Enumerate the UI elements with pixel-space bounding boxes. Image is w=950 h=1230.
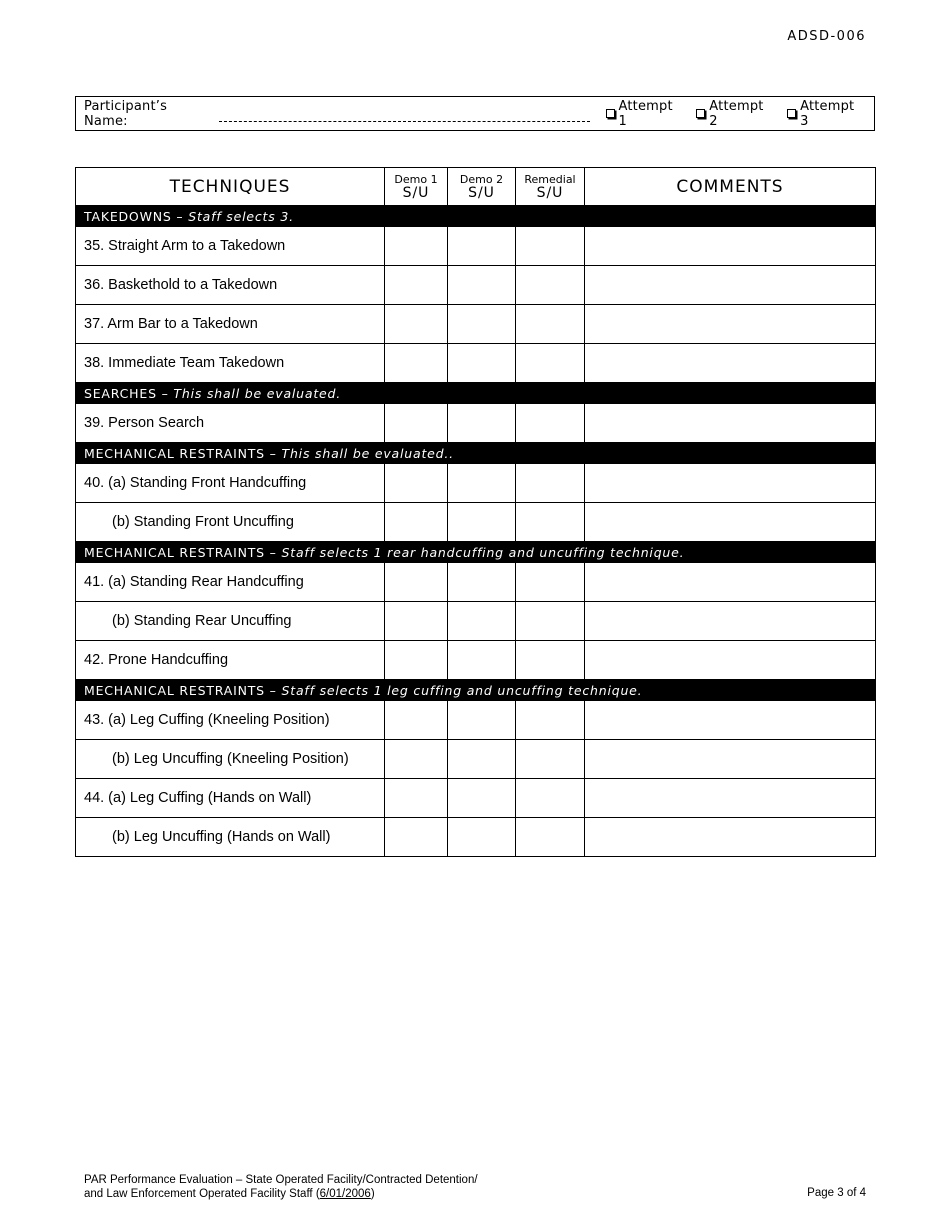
remedial-cell[interactable]: [516, 344, 585, 383]
comments-cell[interactable]: [585, 701, 876, 740]
demo1-cell[interactable]: [385, 641, 448, 680]
footer-date: 6/01/2006: [319, 1188, 371, 1200]
table-row: [76, 818, 876, 857]
participant-name-label: Participant’s Name:: [84, 98, 168, 129]
table-row: [76, 779, 876, 818]
checkbox-icon[interactable]: [696, 109, 705, 118]
comments-cell[interactable]: [585, 266, 876, 305]
technique-label: 43. (a) Leg Cuffing (Kneeling Position): [76, 701, 385, 740]
demo2-cell[interactable]: [448, 227, 516, 266]
section-title: TAKEDOWNS –: [84, 208, 184, 224]
section-header: [76, 680, 876, 701]
section-title: MECHANICAL RESTRAINTS –: [84, 682, 277, 698]
table-row: [76, 344, 876, 383]
comments-cell[interactable]: [585, 779, 876, 818]
comments-cell[interactable]: [585, 602, 876, 641]
demo1-cell[interactable]: [385, 227, 448, 266]
comments-cell[interactable]: [585, 227, 876, 266]
footer-line-2: and Law Enforcement Operated Facility Staff (6/01/2006): [84, 1188, 375, 1200]
technique-label: 40. (a) Standing Front Handcuffing: [76, 464, 385, 503]
comments-cell[interactable]: [585, 563, 876, 602]
demo2-cell[interactable]: [448, 779, 516, 818]
table-row: [76, 227, 876, 266]
checkbox-icon[interactable]: [787, 109, 796, 118]
demo2-cell[interactable]: [448, 266, 516, 305]
table-row: [76, 602, 876, 641]
section-title: MECHANICAL RESTRAINTS –: [84, 445, 277, 461]
attempt-3-label: Attempt 3: [800, 98, 855, 129]
demo2-cell[interactable]: [448, 701, 516, 740]
attempt-checkboxes: [606, 99, 866, 129]
technique-label: 37. Arm Bar to a Takedown: [76, 305, 385, 344]
technique-label: 35. Straight Arm to a Takedown: [76, 227, 385, 266]
table-row: [76, 305, 876, 344]
checkbox-icon[interactable]: [606, 109, 615, 118]
technique-label: (b) Standing Front Uncuffing: [76, 503, 385, 542]
remedial-header: Remedial S/U: [516, 168, 585, 206]
comments-cell[interactable]: [585, 503, 876, 542]
section-note: Staff selects 3.: [188, 208, 294, 224]
demo2-cell[interactable]: [448, 641, 516, 680]
techniques-header: TECHNIQUES: [76, 168, 385, 206]
comments-cell[interactable]: [585, 464, 876, 503]
technique-label: (b) Standing Rear Uncuffing: [76, 602, 385, 641]
comments-cell[interactable]: [585, 344, 876, 383]
comments-cell[interactable]: [585, 404, 876, 443]
demo1-cell[interactable]: [385, 602, 448, 641]
demo1-cell[interactable]: [385, 305, 448, 344]
section-header: [76, 383, 876, 404]
section-title: SEARCHES –: [84, 385, 169, 401]
technique-label: 42. Prone Handcuffing: [76, 641, 385, 680]
demo1-cell[interactable]: [385, 818, 448, 857]
comments-cell[interactable]: [585, 641, 876, 680]
table-row: [76, 404, 876, 443]
remedial-cell[interactable]: [516, 740, 585, 779]
table-row: [76, 641, 876, 680]
table-row: [76, 701, 876, 740]
technique-label: 41. (a) Standing Rear Handcuffing: [76, 563, 385, 602]
technique-label: 44. (a) Leg Cuffing (Hands on Wall): [76, 779, 385, 818]
demo2-cell[interactable]: [448, 818, 516, 857]
demo1-header: Demo 1 S/U: [385, 168, 448, 206]
demo2-cell[interactable]: [448, 404, 516, 443]
form-code: ADSD-006: [787, 29, 866, 44]
attempt-2-label: Attempt 2: [709, 98, 764, 129]
table-row: [76, 266, 876, 305]
techniques-table: [75, 167, 876, 857]
section-note: Staff selects 1 rear handcuffing and uncuffing technique.: [281, 544, 685, 560]
section-header: [76, 443, 876, 464]
participant-name-field[interactable]: [84, 99, 590, 129]
table-header-row: [76, 168, 876, 206]
technique-label: (b) Leg Uncuffing (Kneeling Position): [76, 740, 385, 779]
remedial-cell[interactable]: [516, 227, 585, 266]
table-row: [76, 740, 876, 779]
comments-header: COMMENTS: [585, 168, 876, 206]
section-header-row: [76, 443, 876, 464]
technique-label: 38. Immediate Team Takedown: [76, 344, 385, 383]
demo2-cell[interactable]: [448, 740, 516, 779]
footer-line-1: PAR Performance Evaluation – State Operated Facility/Contracted Detention/: [84, 1174, 478, 1186]
demo2-header: Demo 2 S/U: [448, 168, 516, 206]
demo1-cell[interactable]: [385, 464, 448, 503]
demo2-cell[interactable]: [448, 344, 516, 383]
section-header: [76, 542, 876, 563]
remedial-cell[interactable]: [516, 305, 585, 344]
demo1-cell[interactable]: [385, 503, 448, 542]
section-note: This shall be evaluated..: [281, 445, 454, 461]
demo2-cell[interactable]: [448, 464, 516, 503]
demo2-cell[interactable]: [448, 503, 516, 542]
remedial-cell[interactable]: [516, 404, 585, 443]
section-header-row: [76, 206, 876, 227]
section-title: MECHANICAL RESTRAINTS –: [84, 544, 277, 560]
remedial-cell[interactable]: [516, 563, 585, 602]
comments-cell[interactable]: [585, 740, 876, 779]
page-number: Page 3 of 4: [807, 1187, 866, 1199]
table-row: [76, 464, 876, 503]
demo1-cell[interactable]: [385, 740, 448, 779]
demo1-cell[interactable]: [385, 563, 448, 602]
section-note: This shall be evaluated.: [173, 385, 342, 401]
remedial-cell[interactable]: [516, 701, 585, 740]
comments-cell[interactable]: [585, 305, 876, 344]
table-row: [76, 563, 876, 602]
attempt-3-option[interactable]: [787, 99, 866, 129]
remedial-cell[interactable]: [516, 602, 585, 641]
demo1-cell[interactable]: [385, 266, 448, 305]
remedial-cell[interactable]: [516, 818, 585, 857]
remedial-cell[interactable]: [516, 266, 585, 305]
section-note: Staff selects 1 leg cuffing and uncuffing technique.: [281, 682, 643, 698]
footer-title: [84, 1173, 478, 1201]
participant-name-box: [75, 96, 875, 131]
remedial-cell[interactable]: [516, 779, 585, 818]
section-header-row: [76, 383, 876, 404]
section-header-row: [76, 542, 876, 563]
technique-label: 36. Baskethold to a Takedown: [76, 266, 385, 305]
section-header: [76, 206, 876, 227]
demo1-cell[interactable]: [385, 404, 448, 443]
participant-name-line[interactable]: [219, 112, 589, 122]
demo1-cell[interactable]: [385, 779, 448, 818]
demo1-cell[interactable]: [385, 701, 448, 740]
attempt-2-option[interactable]: [696, 99, 775, 129]
demo2-cell[interactable]: [448, 305, 516, 344]
attempt-1-option[interactable]: [606, 99, 685, 129]
technique-label: (b) Leg Uncuffing (Hands on Wall): [76, 818, 385, 857]
section-header-row: [76, 680, 876, 701]
remedial-cell[interactable]: [516, 641, 585, 680]
remedial-cell[interactable]: [516, 503, 585, 542]
demo2-cell[interactable]: [448, 563, 516, 602]
technique-label: 39. Person Search: [76, 404, 385, 443]
remedial-cell[interactable]: [516, 464, 585, 503]
attempt-1-label: Attempt 1: [618, 98, 673, 129]
comments-cell[interactable]: [585, 818, 876, 857]
table-row: [76, 503, 876, 542]
demo1-cell[interactable]: [385, 344, 448, 383]
demo2-cell[interactable]: [448, 602, 516, 641]
